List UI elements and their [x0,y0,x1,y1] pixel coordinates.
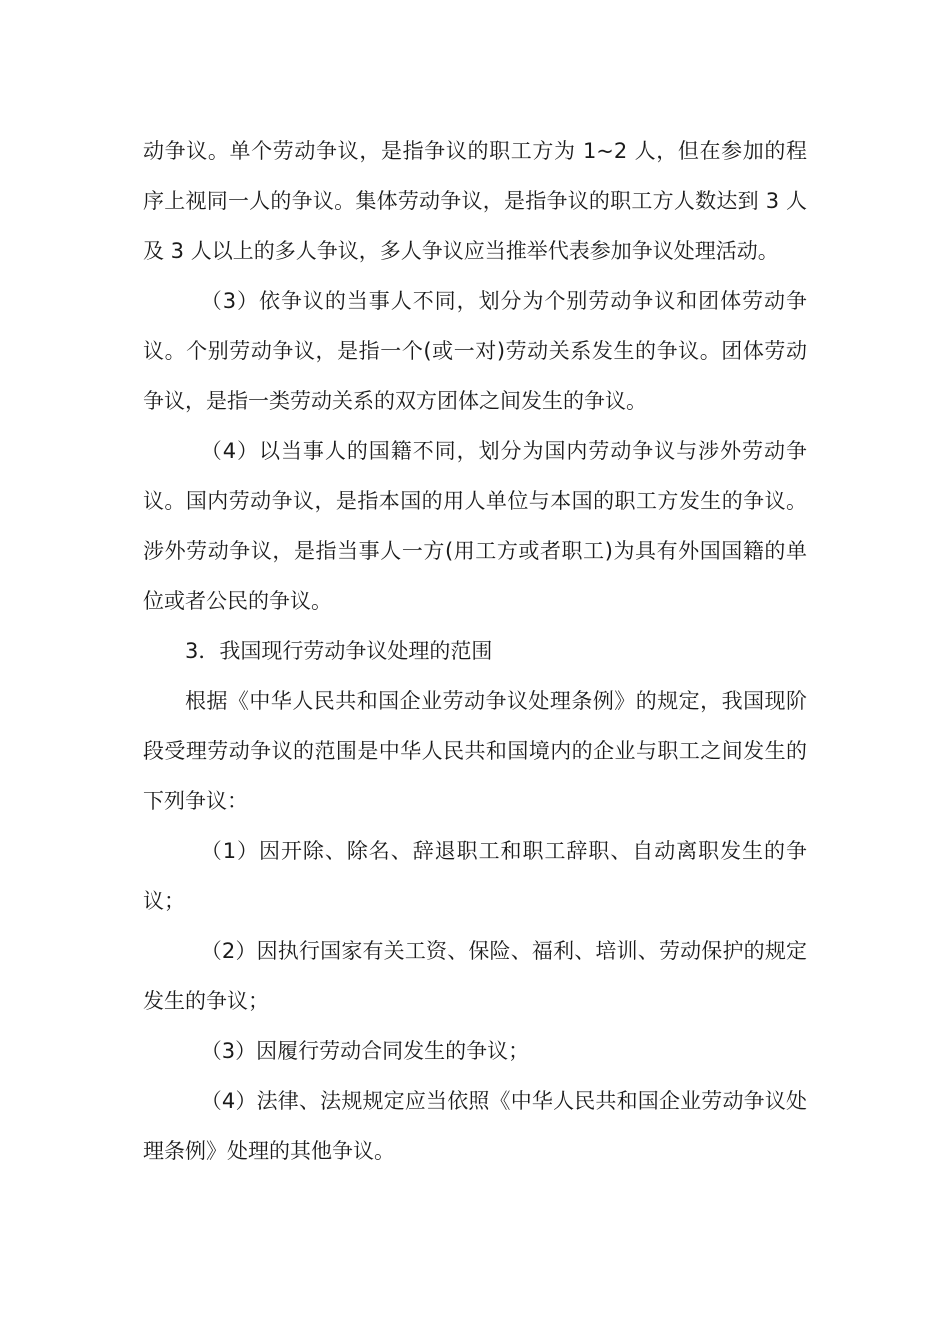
list-item-1: （1）因开除、除名、辞退职工和职工辞职、自动离职发生的争议； [143,839,807,913]
list-item-2: （2）因执行国家有关工资、保险、福利、培训、劳动保护的规定发生的争议； [143,939,807,1013]
paragraph-domestic-vs-foreign: （4）以当事人的国籍不同，划分为国内劳动争议与涉外劳动争议。国内劳动争议，是指本国的用人单位与本国的职工方发生的争议。涉外劳动争议，是指当事人一方(用工方或者职工)为具有外国国籍的单位或者公民的争议。 [143,439,807,613]
list-item-3: （3）因履行劳动合同发生的争议； [200,1039,530,1063]
paragraph-scope-intro: 根据《中华人民共和国企业劳动争议处理条例》的规定，我国现阶段受理劳动争议的范围是中华人民共和国境内的企业与职工之间发生的下列争议： [143,689,807,813]
list-item-4: （4）法律、法规规定应当依照《中华人民共和国企业劳动争议处理条例》处理的其他争议。 [143,1089,807,1163]
paragraph-individual-vs-group: （3）依争议的当事人不同，划分为个别劳动争议和团体劳动争议。个别劳动争议，是指一个(或一对)劳动关系发生的争议。团体劳动争议，是指一类劳动关系的双方团体之间发生的争议。 [143,289,807,413]
document-page [143,126,807,1176]
paragraph-dispute-count-continuation: 动争议。单个劳动争议，是指争议的职工方为 1~2 人，但在参加的程序上视同一人的争议。集体劳动争议，是指争议的职工方人数达到 3 人及 3 人以上的多人争议，多人争议应当推举代表参加争议处理活动。 [143,139,807,263]
section-heading-scope: 3．我国现行劳动争议处理的范围 [185,639,493,663]
